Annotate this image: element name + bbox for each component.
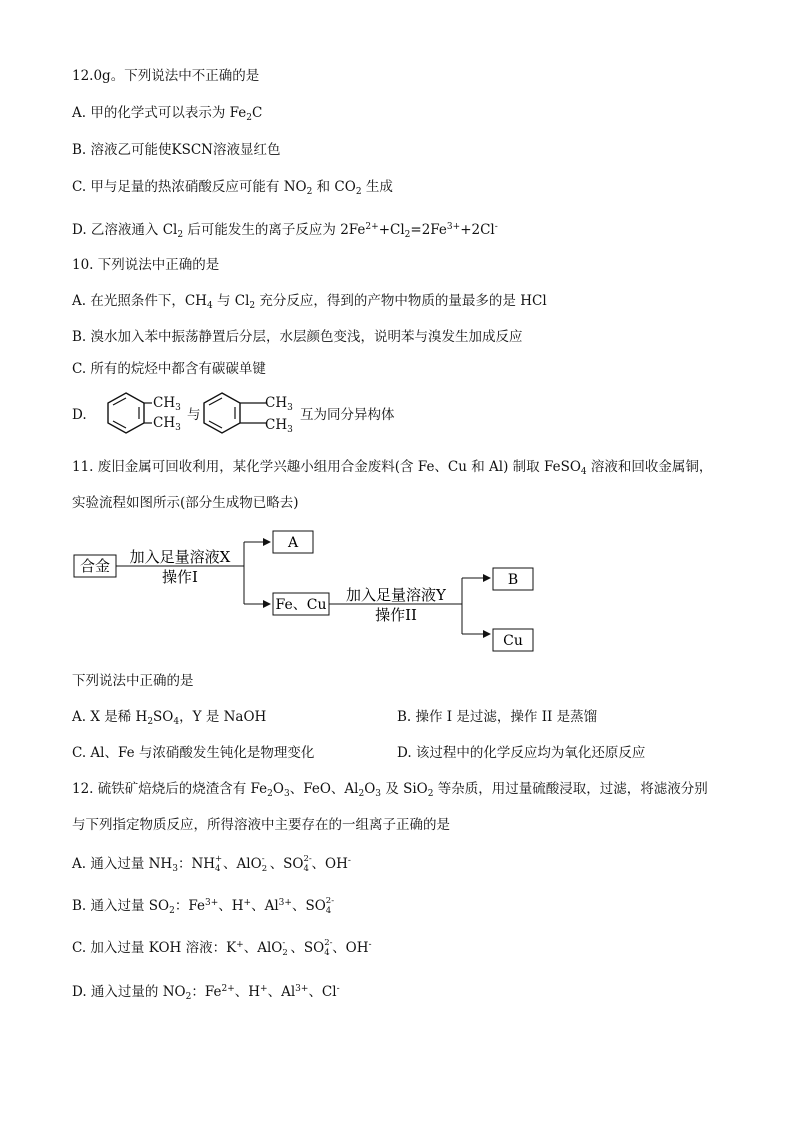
flow-step2-op: 操作II	[375, 606, 417, 624]
flow-step2-label: 加入足量溶液Y	[346, 586, 446, 604]
q12-stem: 12. 硫铁矿焙烧后的烧渣含有 $Fe_2O_3$、FeO、$Al_2O_3$ 及 SiO$_2$ 等杂质，用过量硫酸浸取，过滤，将滤液分别	[72, 781, 708, 799]
q12-option-b: B. 通入过量 $SO_2$：$Fe^{3+}$、H+、$Al^{3+}$、SO 2- 4	[72, 896, 335, 916]
q12-option-a: A. 通入过量 $NH_3$：NH + 4 、AlO - 2 、SO 2- 4 、OH-	[72, 854, 351, 874]
q11-option-a: A. X 是稀 $H_2SO_4$，Y 是 NaOH	[72, 709, 267, 727]
q11-option-b: B. 操作 I 是过滤，操作 II 是蒸馏	[397, 709, 598, 725]
q11-stem: 11. 废旧金属可回收利用，某化学兴趣小组用合金废料(含 Fe、Cu 和 Al) 制取 FeSO$_4$ 溶液和回收金属铜，	[72, 459, 713, 477]
flow-step1-label: 加入足量溶液X	[129, 548, 231, 566]
q10-and-text: 与	[187, 407, 201, 423]
q9-option-a: A. 甲的化学式可以表示为 $Fe_2C$	[72, 105, 263, 123]
q9-stem-tail: 12.0g。下列说法中不正确的是	[72, 68, 260, 84]
flow-start-alloy: 合金	[79, 557, 111, 575]
ch3-group-1a: $CH_3$	[153, 395, 181, 413]
q10-option-c: C. 所有的烷烃中都含有碳碳单键	[72, 361, 266, 377]
q11-stem-2: 实验流程如图所示(部分生成物已略去)	[72, 495, 299, 511]
ch3-group-2b: $CH_3$	[265, 417, 293, 435]
q10-option-b: B. 溴水加入苯中振荡静置后分层，水层颜色变浅，说明苯与溴发生加成反应	[72, 329, 523, 345]
q9-option-d: D. 乙溶液通入 $Cl_2$ 后可能发生的离子反应为 $2Fe^{2+}+Cl_2=2Fe^{3+}+2Cl^-$	[72, 222, 498, 240]
q12-option-d: D. 通入过量的 $NO_2$：$Fe^{2+}$、H+、$Al^{3+}$、Cl-	[72, 984, 340, 1002]
flow-product-cu: Cu	[503, 633, 523, 649]
q12-option-c: C. 加入过量 KOH 溶液：K+、AlO - 2 、SO 2- 4 、OH-	[72, 938, 372, 958]
q11-ask: 下列说法中正确的是	[72, 673, 194, 689]
q9-option-c: C. 甲与足量的热浓硝酸反应可能有 $NO_2$ 和 $CO_2$ 生成	[72, 179, 393, 197]
q10-stem: 10. 下列说法中正确的是	[72, 257, 220, 273]
flow-fe-cu: Fe、Cu	[275, 597, 327, 613]
q11-option-c: C. Al、Fe 与浓硝酸发生钝化是物理变化	[72, 745, 315, 761]
q9-option-b: B. 溶液乙可能使KSCN溶液显红色	[72, 142, 281, 158]
q12-stem-2: 与下列指定物质反应，所得溶液中主要存在的一组离子正确的是	[72, 817, 450, 833]
flow-product-a: A	[287, 535, 299, 551]
flow-step1-op: 操作I	[162, 568, 198, 586]
flow-product-b: B	[507, 572, 519, 588]
q10-option-a: A. 在光照条件下，$CH_4$ 与 $Cl_2$ 充分反应，得到的产物中物质的量最多的是 HCl	[72, 293, 547, 311]
q10-option-d-end: 互为同分异构体	[300, 407, 395, 423]
ch3-group-2a: $CH_3$	[265, 395, 293, 413]
ch3-group-1b: $CH_3$	[153, 415, 181, 433]
flow-diagram	[60, 522, 560, 662]
q10-option-d-label: D.	[72, 407, 87, 423]
q11-option-d: D. 该过程中的化学反应均为氧化还原反应	[397, 745, 646, 761]
